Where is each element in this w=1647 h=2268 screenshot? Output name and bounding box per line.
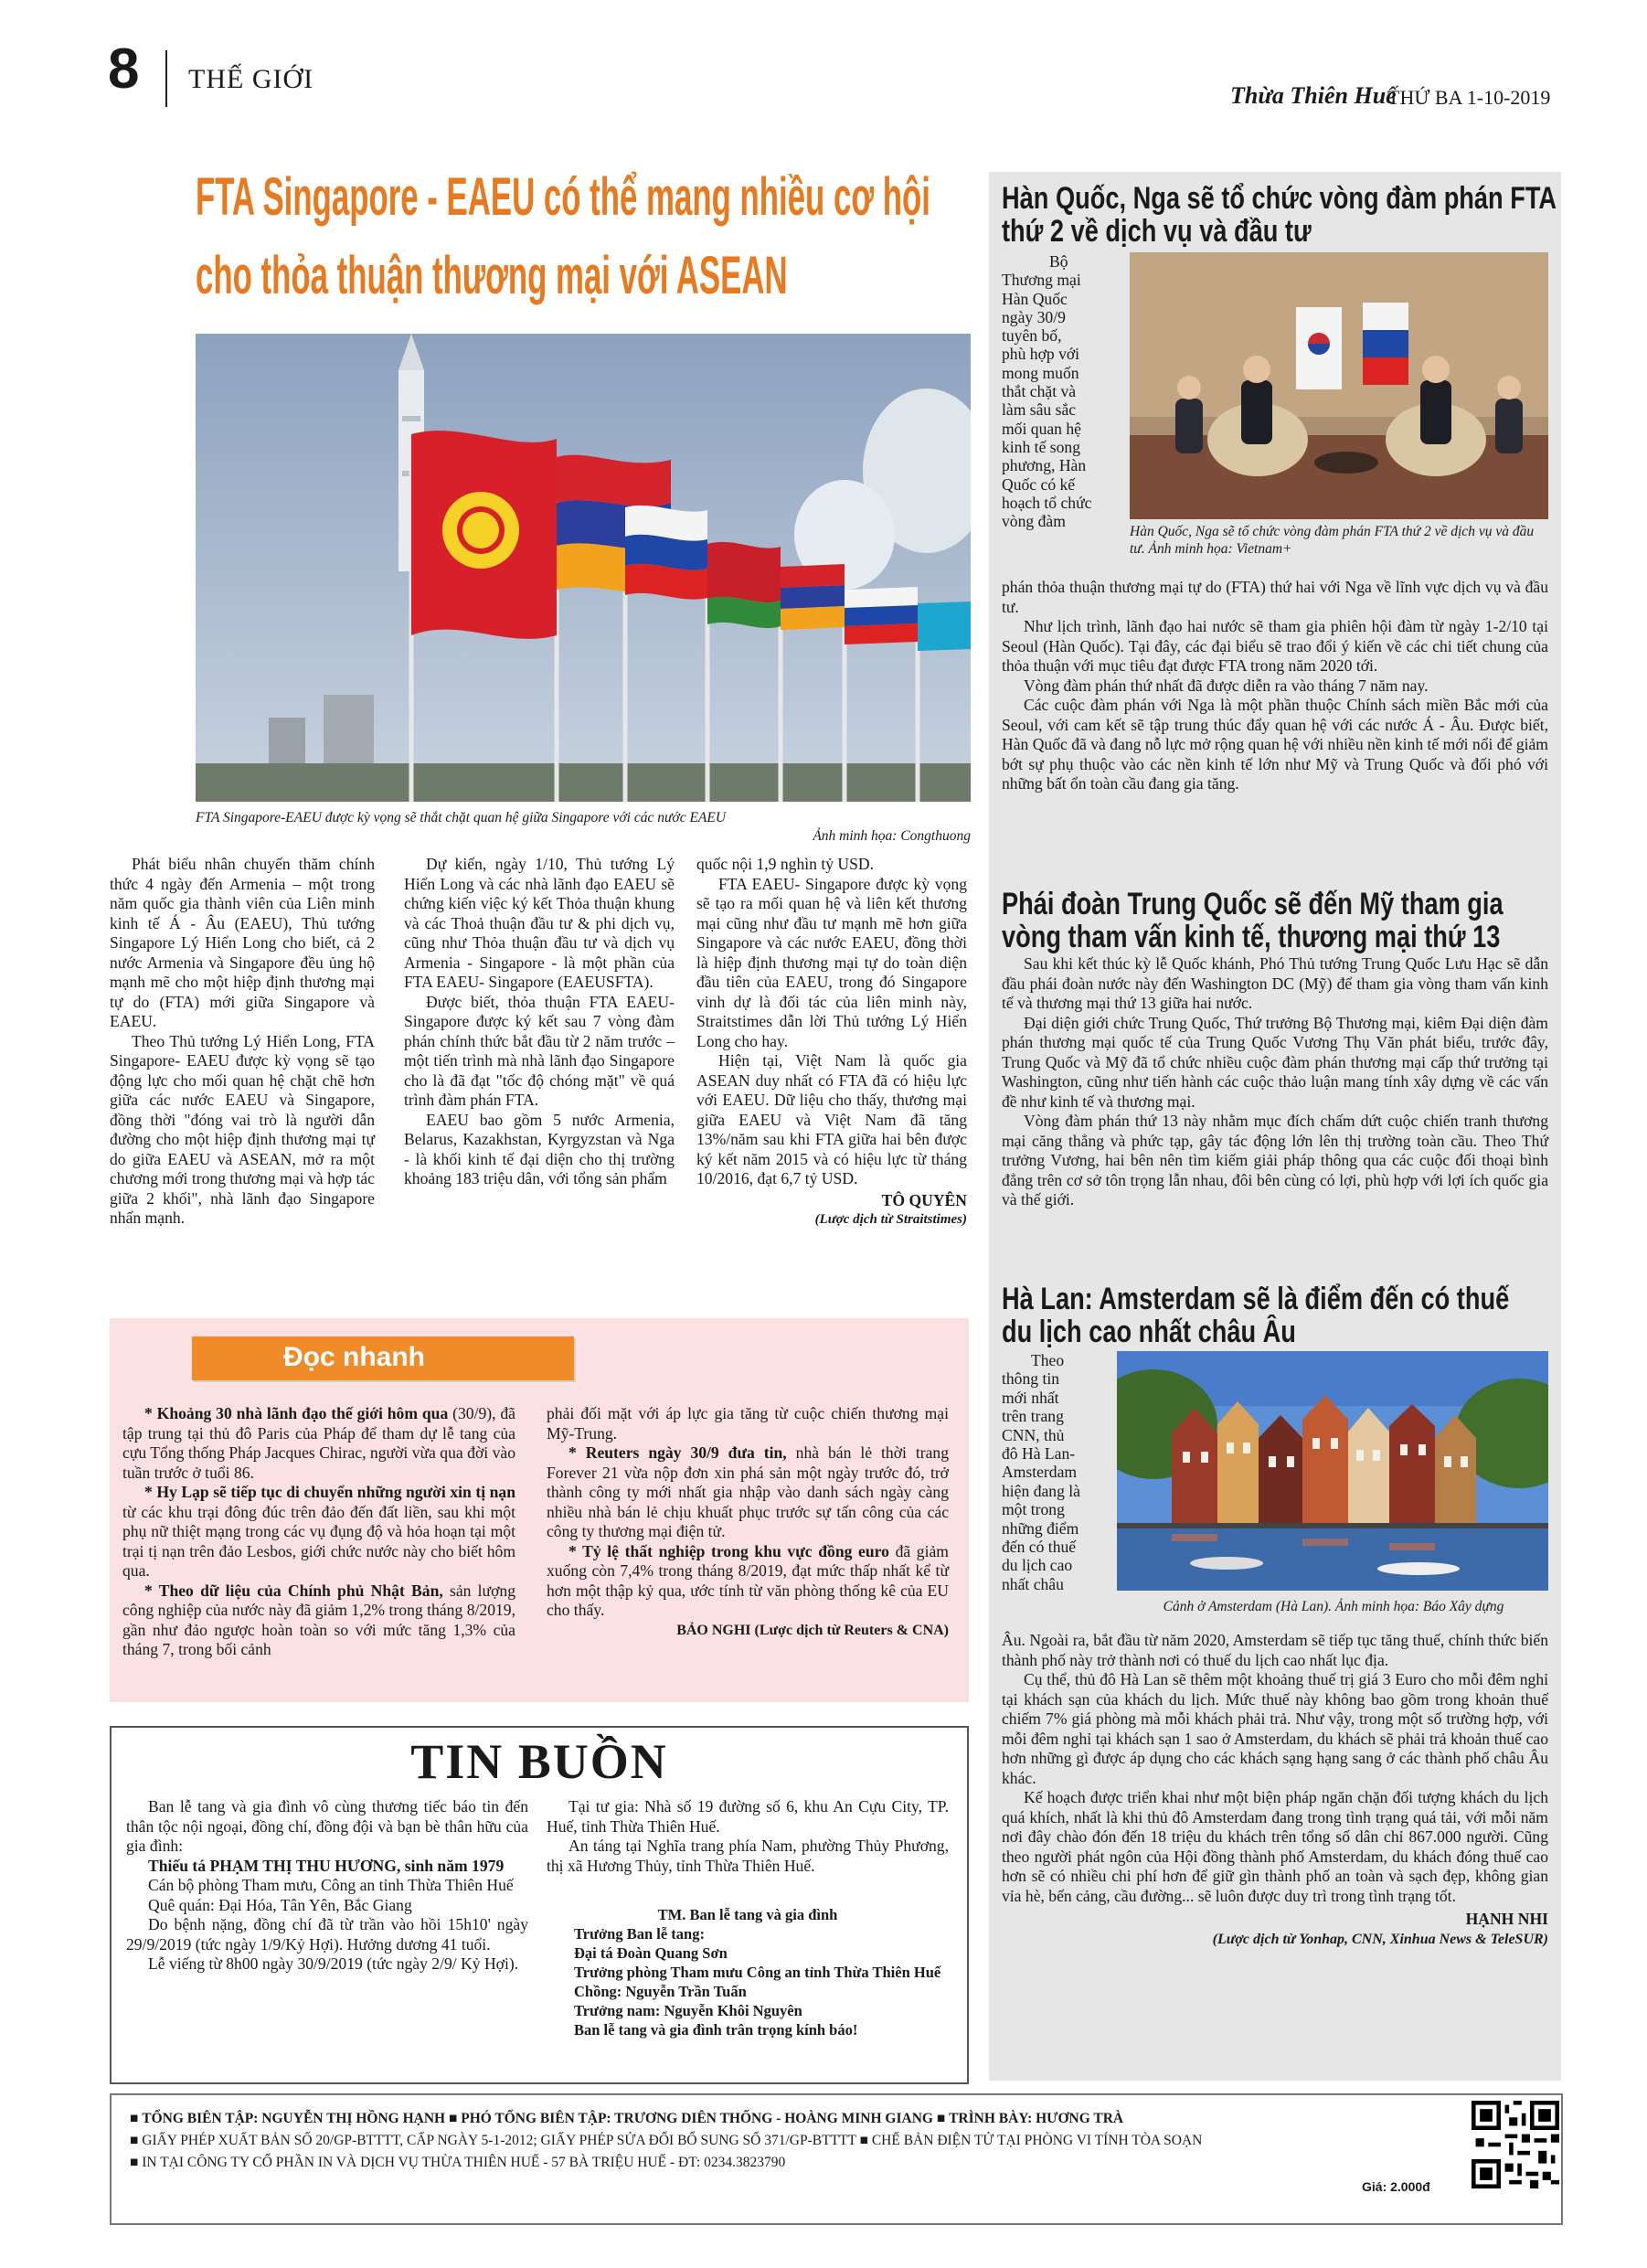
paragraph: An táng tại Nghĩa trang phía Nam, phường Thủy Phương, thị xã Hương Thủy, tỉnh Thừa Thiên Huế. <box>547 1837 949 1875</box>
obituary-title: TIN BUỒN <box>410 1734 668 1789</box>
quick-item-text: nhà bán lẻ thời trang Forever 21 vừa nộp đơn xin phá sản một ngày trước đó, trở thành công ty mới nhất gia nhập vào danh sách ngày càng nhiều nhà bán lẻ chịu khuất phục trước sự tấn công của các công ty thương mại điện tử. <box>547 1443 949 1540</box>
paragraph: Âu. Ngoài ra, bắt đầu từ năm 2020, Amsterdam sẽ tiếp tục tăng thuế, chính thức biến thành phố này trở thành nơi có thuế du lịch cao nhất lục địa. <box>1002 1631 1548 1669</box>
text-line: làm sâu sắc <box>1002 400 1077 420</box>
footer-credits <box>130 2108 1202 2174</box>
sidebar-a2-title-line2: vòng tham vấn kinh tế, thương mại thứ 13 <box>1002 920 1501 954</box>
sidebar-a2-body <box>1002 954 1548 1210</box>
sidebar-a3-body <box>1002 1631 1548 1949</box>
text-line: thắt chặt và <box>1002 382 1077 401</box>
quick-item-lead: * Khoảng 30 nhà lãnh đạo thế giới hôm qua <box>144 1404 449 1422</box>
sidebar-a3-title-line2: du lịch cao nhất châu Âu <box>1002 1315 1296 1349</box>
paragraph: Vòng đàm phán thứ nhất đã được diễn ra vào tháng 7 năm nay. <box>1024 676 1429 695</box>
quick-item-lead: * Hy Lạp sẽ tiếp tục di chuyển những người xin tị nạn <box>144 1483 515 1501</box>
paragraph: Lễ viếng từ 8h00 ngày 30/9/2019 (tức ngày 2/9/ Kỷ Hợi). <box>148 1954 519 1973</box>
text-line: Thương mại <box>1002 271 1081 290</box>
sidebar-a1-caption: Hàn Quốc, Nga sẽ tổ chức vòng đàm phán FTA thứ 2 về dịch vụ và đầu tư. Ảnh minh họa: Vietnam+ <box>1130 524 1535 557</box>
issue-date: THỨ BA 1-10-2019 <box>1387 86 1551 109</box>
sidebar-a1-title-line1: Hàn Quốc, Nga sẽ tổ chức vòng đàm phán FTA <box>1002 181 1557 216</box>
sidebar-a3-author: HẠNH NHI <box>1465 1910 1548 1928</box>
paragraph: Các cuộc đàm phán với Nga là một phần thuộc Chính sách miền Bắc mới của Seoul, với cam kết sẽ tập trung thúc đẩy quan hệ với các nước Á - Âu. Được biết, Hàn Quốc đã và đang nỗ lực mở rộng quan hệ với nhiều nền kinh tế mới nổi để giảm bớt sự phụ thuộc vào các nền kinh tế lớn như Mỹ và Trung Quốc và đối phó với những bất ổn toàn cầu đang gia tăng. <box>1002 696 1548 793</box>
sidebar-a3-intro <box>1002 1351 1111 1593</box>
text-line: vòng đàm <box>1002 512 1066 531</box>
korea-russia-photo <box>1130 252 1548 519</box>
main-article-col2 <box>404 855 675 1189</box>
sidebar-a3-source: (Lược dịch từ Yonhap, CNN, Xinhua News & TeleSUR) <box>1212 1931 1548 1947</box>
bullet-icon: ■ <box>130 2133 139 2148</box>
paragraph: Dự kiến, ngày 1/10, Thủ tướng Lý Hiển Long và các nhà lãnh đạo EAEU sẽ chứng kiến việc ký kết Thỏa thuận khung và các Thoả thuận đầu tư & phi dịch vụ, cũng như Thỏa thuận đầu tư và dịch vụ Armenia - Singapore - là một phần của FTA EAEU- Singapore (EAEUSFTA). <box>404 855 675 991</box>
text-line: hoạch tổ chức <box>1002 493 1092 512</box>
bullet-icon: ■ <box>936 2111 946 2126</box>
page-number: 8 <box>108 37 140 101</box>
signature-line: Trưởng Ban lễ tang: <box>574 1925 705 1943</box>
paragraph: phán thỏa thuận thương mại tự do (FTA) thứ hai với Nga về lĩnh vực dịch vụ và đầu tư. <box>1002 578 1548 616</box>
main-photo-credit: Ảnh minh họa: Congthuong <box>813 828 971 844</box>
paragraph: Tại tư gia: Nhà số 19 đường số 6, khu An Cựu City, TP. Huế, tỉnh Thừa Thiên Huế. <box>547 1797 949 1836</box>
signature-line: Đại tá Đoàn Quang Sơn <box>574 1944 728 1962</box>
main-source: (Lược dịch từ Straitstimes) <box>814 1212 967 1227</box>
sidebar-a1-body <box>1002 578 1548 794</box>
text-line: Hàn Quốc <box>1002 289 1068 308</box>
sidebar-a3-caption: Cảnh ở Amsterdam (Hà Lan). Ảnh minh họa: Báo Xây dựng <box>1163 1599 1504 1614</box>
signature-line: Ban lễ tang và gia đình trân trọng kính báo! <box>574 2021 858 2039</box>
signature-line: Chồng: Nguyễn Trần Tuấn <box>574 1983 747 2000</box>
text-line: hiện đang là <box>1002 1481 1080 1500</box>
paragraph: Sau khi kết thúc kỳ lễ Quốc khánh, Phó Thủ tướng Trung Quốc Lưu Hạc sẽ dẫn đầu phái đoàn nước này đến Washington DC (Mỹ) để tham gia vòng tham vấn kinh tế và thương mại thứ 13 giữa hai nước. <box>1002 954 1548 1012</box>
text-line: đến có thuế <box>1002 1538 1077 1557</box>
paragraph: Do bệnh nặng, đồng chí đã từ trần vào hồi 15h10' ngày 29/9/2019 (tức ngày 1/9/Kỷ Hợi). Hưởng dương 41 tuổi. <box>126 1915 528 1954</box>
canal-houses-illustration <box>1117 1351 1548 1591</box>
paragraph: Cán bộ phòng Tham mưu, Công an tỉnh Thừa Thiên Huế <box>148 1876 514 1894</box>
paragraph: FTA EAEU- Singapore được kỳ vọng sẽ tạo ra mối quan hệ và liên kết thương mại cũng như đầu tư mạnh mẽ hơn giữa Singapore và các nước EAEU, đồng thời là hiệp định thương mại tự do toàn diện đầu tiên của EAEU, trong đó Singapore vinh dự là đối tác của liên minh này, Straitstimes dẫn lời Thủ tướng Lý Hiển Long cho hay. <box>696 874 967 1050</box>
qr-code-icon <box>1472 2101 1559 2188</box>
text-line: mối quan hệ <box>1002 419 1081 438</box>
text-line: những điểm <box>1002 1518 1079 1538</box>
paragraph: Theo Thủ tướng Lý Hiển Long, FTA Singapore- EAEU được kỳ vọng sẽ tạo động lực cho mối quan hệ chặt chẽ hơn giữa các nước EAEU và Singapore, đồng thời "đóng vai trò là người dẫn đường cho một hiệp định thương mại tự do giữa EAEU và ASEAN, mở ra một chương mới trong thương mại và hợp tác giữa 2 khối", nhà lãnh đạo Singapore nhấn mạnh. <box>110 1031 375 1227</box>
sidebar-a1-title-line2: thứ 2 về dịch vụ và đầu tư <box>1002 214 1312 249</box>
text-line: tuyên bố, <box>1002 326 1062 346</box>
text-line: ngày 30/9 <box>1002 307 1066 326</box>
text-line: phương, Hàn <box>1002 456 1087 475</box>
footer-designer: TRÌNH BÀY: HƯƠNG TRÀ <box>949 2111 1124 2126</box>
paragraph: Vòng đàm phán thứ 13 này nhằm mục đích chấm dứt cuộc chiến tranh thương mại căng thẳng và phức tạp, gây tác động lớn lên thị trường toàn cầu. Theo Thứ trưởng Vương, hai bên nên tìm kiếm giải pháp thông qua các cuộc đối thoại bình đẳng trên cơ sở tôn trọng lẫn nhau, đôi bên cùng có lợi, phù hợp với lợi ích quốc gia và thế giới. <box>1002 1112 1548 1209</box>
text-line: đô Hà Lan- <box>1002 1444 1076 1464</box>
text-line: mới nhất <box>1002 1388 1059 1407</box>
main-headline-line1: FTA Singapore - EAEU có thể mang nhiều cơ hội <box>196 167 930 227</box>
obituary-left <box>126 1797 528 1975</box>
footer-editor: TỔNG BIÊN TẬP: NGUYỄN THỊ HỒNG HẠNH <box>142 2111 446 2126</box>
paragraph: Ban lễ tang và gia đình vô cùng thương tiếc báo tin đến thân tộc nội ngoại, đồng chí, đồng đội và bạn bè thân hữu của gia đình: <box>126 1797 528 1855</box>
main-headline-line2: cho thỏa thuận thương mại với ASEAN <box>196 246 788 305</box>
paragraph: Như lịch trình, lãnh đạo hai nước sẽ tham gia phiên hội đàm từ ngày 1-2/10 tại Seoul (Hàn Quốc). Tại đây, các đại biểu sẽ trao đổi ý kiến về các chi tiết chung của thỏa thuận với mục tiêu đạt được FTA trong năm 2020 tới. <box>1002 617 1548 675</box>
flags-illustration <box>196 334 971 802</box>
text-line: Amsterdam <box>1002 1463 1078 1482</box>
text-line: nhất châu <box>1002 1574 1064 1593</box>
footer-typesetting: CHẾ BẢN ĐIỆN TỬ TẠI PHÒNG VI TÍNH TÒA SOẠN <box>871 2133 1203 2148</box>
quick-item-text: (30/9), đã tập trung tại thủ đô Paris của Pháp để tham dự lễ tang của cựu Tổng thống Pháp Jacques Chirac, người vừa qua đời vào tuần trước ở tuổi 86. <box>122 1404 515 1482</box>
sidebar-a1-intro <box>1002 252 1121 530</box>
quick-item-text: phải đối mặt với áp lực gia tăng từ cuộc chiến thương mại Mỹ-Trung. <box>547 1404 949 1443</box>
text-line: một trong <box>1002 1500 1065 1519</box>
footer-line <box>130 2130 1202 2152</box>
quick-item-lead: * Theo dữ liệu của Chính phủ Nhật Bản, <box>144 1581 443 1600</box>
quick-item <box>122 1483 515 1581</box>
paragraph: Được biết, thỏa thuận FTA EAEU-Singapore được ký kết sau 7 vòng đàm phán chính thức bắt đầu từ 2 năm trước – một tiến trình mà nhà lãnh đạo Singapore cho là đã đạt "tốc độ chóng mặt" về quá trình đàm phán FTA. <box>404 992 675 1109</box>
text-line: thông tin <box>1002 1369 1060 1389</box>
obituary-right <box>547 1797 949 1876</box>
bullet-icon: ■ <box>859 2133 868 2148</box>
quick-item <box>122 1404 515 1483</box>
flags-photo <box>196 334 971 802</box>
quick-item-lead: * Reuters ngày 30/9 đưa tin, <box>568 1443 787 1462</box>
main-author: TÔ QUYÊN <box>881 1190 967 1209</box>
signature-line: Trưởng phòng Tham mưu Công an tỉnh Thừa Thiên Huế <box>574 1964 941 1981</box>
quick-read-col1 <box>122 1404 515 1660</box>
paragraph: quốc nội 1,9 nghìn tỷ USD. <box>696 855 875 873</box>
footer-line <box>130 2108 1202 2130</box>
text-line: kinh tế song <box>1002 437 1081 456</box>
quick-item-text: đã giảm xuống còn 7,4% trong tháng 8/2019, đạt mức thấp nhất kể từ hơn một thập kỷ qua, ước tính từ văn phòng thống kê của EU cho thấy. <box>547 1541 949 1619</box>
paragraph: Hiện tại, Việt Nam là quốc gia ASEAN duy nhất có FTA đã có hiệu lực với EAEU. Dữ liệu cho thấy, thương mại giữa EAEU và Việt Nam đã tăng 13%/năm sau khi FTA giữa hai bên được ký kết năm 2015 và có hiệu lực từ tháng 10/2016, đạt 6,7 tỷ USD. <box>696 1051 967 1187</box>
obituary-signatures <box>547 1905 949 2039</box>
main-photo-caption: FTA Singapore-EAEU được kỳ vọng sẽ thắt chặt quan hệ giữa Singapore với các nước EAEU <box>196 810 727 825</box>
meeting-illustration <box>1130 252 1548 519</box>
bullet-icon: ■ <box>448 2111 458 2126</box>
section-title: THẾ GIỚI <box>188 64 314 94</box>
paragraph: Phát biểu nhân chuyến thăm chính thức 4 ngày đến Armenia – một trong năm quốc gia thành viên của Liên minh kinh tế Á - Âu (EAEU), Thủ tướng Singapore Lý Hiển Long cho biết, cả 2 nước Armenia và Singapore đều ủng hộ mạnh mẽ cho một hiệp định thương mại tự do (FTA) mới giữa Singapore và EAEU. <box>110 855 375 1030</box>
quick-item-lead: * Tỷ lệ thất nghiệp trong khu vực đồng euro <box>568 1541 889 1560</box>
quick-item <box>122 1581 515 1660</box>
text-line: trên trang <box>1002 1407 1064 1426</box>
paragraph: Kế hoạch được triển khai như một biện pháp ngăn chặn đối tượng khách du lịch quá khích, nhất là khi thủ đô Amsterdam đang trong tình trạng quá tải, với mỗi năm nơi đây chào đón đến 18 triệu du khách trên tổng số dân chỉ 867.000 người. Cũng theo người phát ngôn của Hội đồng thành phố Amsterdam, du khách đóng thuế cao hơn sẽ có nhiều chi phí hơn để giữ gìn thành phố an toàn và sạch đẹp, không gian vỉa hè, bến cảng, cầu đường... sẽ luôn được duy trì trong tình trạng tốt. <box>1002 1788 1548 1905</box>
main-article-col3 <box>696 855 967 1230</box>
deceased-name: Thiếu tá PHẠM THỊ THU HƯƠNG, sinh năm 1979 <box>148 1856 505 1875</box>
paragraph: Đại diện giới chức Trung Quốc, Thứ trưởng Bộ Thương mại, kiêm Đại diện đàm phán thương mại quốc tế của Trung Quốc Vương Thụ Văn phát biểu, trước đây, Trung Quốc và Mỹ đã tổ chức nhiều cuộc đàm phán thương mại cấp thứ trưởng tại Washington, cũng như tiến hành các cuộc thảo luận mang tính xây dựng về các vấn đề như kinh tế và thương mại. <box>1002 1013 1548 1111</box>
text-line: Bộ <box>1049 252 1068 271</box>
quick-item <box>547 1443 949 1542</box>
text-line: du lịch cao <box>1002 1556 1073 1575</box>
text-line: Quốc có kế <box>1002 474 1076 494</box>
paragraph: Quê quán: Đại Hóa, Tân Yên, Bắc Giang <box>148 1895 412 1914</box>
qr-code-graphic <box>1472 2101 1559 2188</box>
price: Giá: 2.000đ <box>1362 2179 1430 2194</box>
paper-name: Thừa Thiên Huế <box>1230 82 1397 109</box>
paragraph: Cụ thể, thủ đô Hà Lan sẽ thêm một khoảng thuế trị giá 3 Euro cho mỗi đêm nghỉ tại khách sạn của khách du lịch. Mức thuế này không bao gồm trong khoản thuế chiếm 7% giá phòng mà mỗi khách phải trả. Như vậy, trong một số trường hợp, với mỗi đêm nghỉ tại khách sạn 1 sao ở Amsterdam, du khách sẽ phải trả khoản thuế cao hơn những gì được áp dụng cho các khách sạng hạng sang ở các thành phố châu Âu khác. <box>1002 1670 1548 1787</box>
text-line: mong muốn <box>1002 363 1079 382</box>
signature-line: TM. Ban lễ tang và gia đình <box>657 1906 838 1923</box>
footer-deputy: PHÓ TỔNG BIÊN TẬP: TRƯƠNG DIÊN THỐNG - HOÀNG MINH GIANG <box>461 2111 933 2126</box>
sidebar-a2-title-line1: Phái đoàn Trung Quốc sẽ đến Mỹ tham gia <box>1002 887 1504 921</box>
footer-license: GIẤY PHÉP XUẤT BẢN SỐ 20/GP-BTTTT, CẤP NGÀY 5-1-2012; GIẤY PHÉP SỬA ĐỔI BỔ SUNG SỐ 371/GP-BTTTT <box>142 2133 856 2148</box>
quick-item-text: sản lượng công nghiệp của nước này đã giảm 1,2% trong tháng 8/2019, gần như đảo ngược hoàn toàn so với mức tăng 1,3% của tháng 7, trong bối cảnh <box>122 1581 515 1658</box>
paragraph: EAEU bao gồm 5 nước Armenia, Belarus, Kazakhstan, Kyrgyzstan và Nga - là khối kinh tế đại diện cho thị trường khoảng 183 triệu dân, với tổng sản phẩm <box>404 1110 675 1187</box>
quick-read-author: BẢO NGHI (Lược dịch từ Reuters & CNA) <box>676 1622 949 1638</box>
amsterdam-photo <box>1117 1351 1548 1591</box>
text-line: Theo <box>1031 1351 1065 1369</box>
quick-item-text: từ các khu trại đông đúc trên đảo đến đất liền, sau khi một phụ nữ thiệt mạng trong các vụ đụng độ và hỏa hoạn tại một trại tị nạn trên đảo Lesbos, giới chức nước này cho biết hôm qua. <box>122 1502 515 1580</box>
quick-item <box>547 1542 949 1621</box>
quick-read-label: Đọc nhanh <box>283 1342 425 1372</box>
signature-line: Trưởng nam: Nguyễn Khôi Nguyên <box>574 2002 802 2019</box>
quick-read-col2 <box>547 1404 949 1640</box>
bullet-icon: ■ <box>130 2155 139 2170</box>
header-divider <box>165 50 167 107</box>
sidebar-a3-title-line1: Hà Lan: Amsterdam sẽ là điểm đến có thuế <box>1002 1282 1510 1316</box>
main-article-col1 <box>110 855 375 1229</box>
bullet-icon: ■ <box>130 2111 139 2126</box>
text-line: phù hợp với <box>1002 345 1080 364</box>
footer-printer: IN TẠI CÔNG TY CỔ PHẦN IN VÀ DỊCH VỤ THỪA THIÊN HUẾ - 57 BÀ TRIỆU HUẾ - ĐT: 0234.3823790 <box>142 2155 786 2170</box>
text-line: CNN, thủ <box>1002 1425 1065 1444</box>
footer-line <box>130 2152 1202 2174</box>
